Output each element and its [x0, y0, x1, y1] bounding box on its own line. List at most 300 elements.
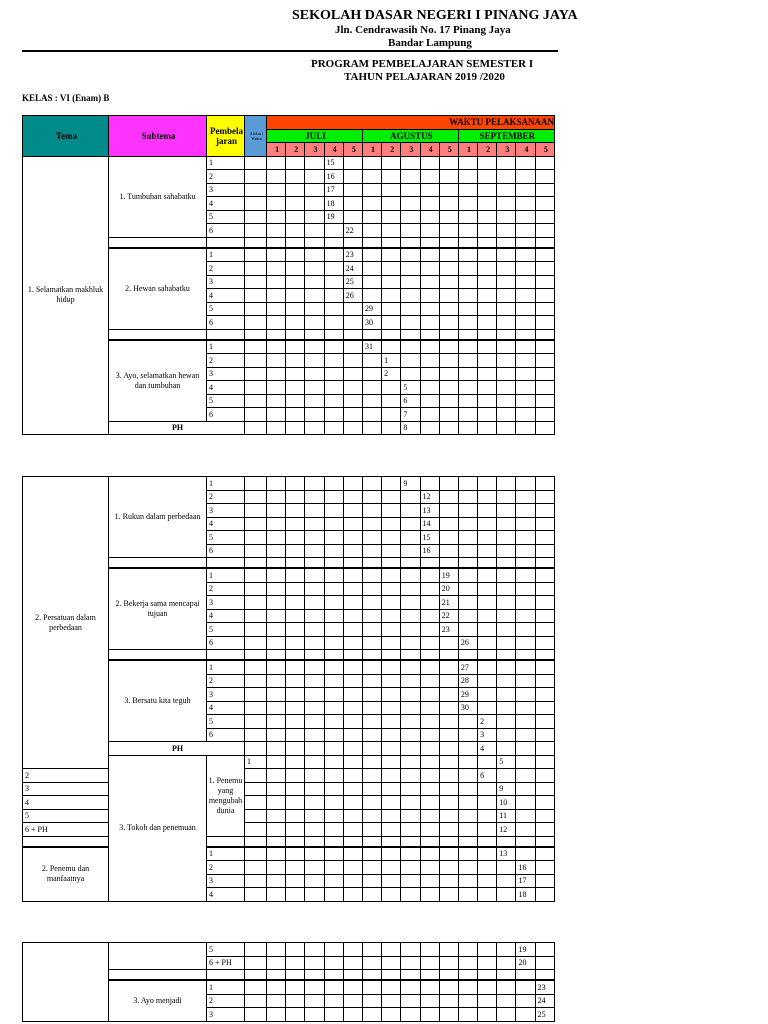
week-cell — [497, 490, 516, 504]
week-cell — [286, 275, 305, 289]
week-cell — [382, 660, 401, 674]
empty-cell — [478, 558, 497, 569]
pembelajaran-cell: 6 + PH — [23, 823, 109, 837]
week-cell — [343, 582, 362, 596]
week-cell — [497, 262, 516, 276]
week-cell — [324, 701, 343, 715]
week-cell: 31 — [362, 340, 381, 354]
header-subtema: Subtema — [109, 116, 207, 157]
week-cell — [305, 861, 324, 875]
week-cell — [458, 809, 477, 823]
week-cell — [305, 354, 324, 368]
week-cell — [516, 224, 535, 238]
week-cell: 12 — [420, 490, 439, 504]
week-cell — [286, 477, 305, 491]
week-cell — [439, 316, 458, 330]
week-cell — [286, 861, 305, 875]
alokasi-cell — [245, 289, 267, 303]
week-cell: 5 — [401, 381, 420, 395]
week-cell — [267, 262, 286, 276]
table-row — [23, 847, 555, 861]
week-cell — [362, 755, 381, 769]
week-cell — [478, 197, 497, 211]
week-cell — [458, 847, 477, 861]
week-cell — [286, 701, 305, 715]
week-cell — [401, 636, 420, 650]
week-cell — [439, 367, 458, 381]
week-cell — [286, 1008, 305, 1022]
week-cell — [382, 262, 401, 276]
week-cell — [286, 636, 305, 650]
week-cell — [324, 742, 343, 756]
empty-cell — [382, 650, 401, 661]
subtema-cell: 3. Bersatu kita teguh — [109, 660, 207, 742]
empty-cell — [343, 237, 362, 248]
week-cell — [324, 809, 343, 823]
week-cell — [535, 688, 554, 702]
empty-cell — [245, 329, 267, 340]
week-cell — [439, 490, 458, 504]
week-cell — [286, 354, 305, 368]
week-cell — [516, 609, 535, 623]
week-cell — [420, 197, 439, 211]
pembelajaran-cell: 6 — [207, 224, 245, 238]
empty-cell — [305, 237, 324, 248]
week-cell — [362, 715, 381, 729]
week-cell — [382, 531, 401, 545]
week-cell — [267, 477, 286, 491]
week-cell — [267, 170, 286, 184]
week-cell — [324, 943, 343, 957]
week-cell — [286, 782, 305, 796]
week-cell — [286, 183, 305, 197]
week-cell — [286, 728, 305, 742]
week-cell — [305, 674, 324, 688]
week-cell — [382, 636, 401, 650]
week-cell — [439, 956, 458, 970]
pembelajaran-cell: 4 — [207, 888, 245, 902]
week-cell — [324, 769, 343, 783]
week-cell — [286, 289, 305, 303]
week-cell — [267, 796, 286, 810]
week-cell — [516, 623, 535, 637]
week-cell — [362, 609, 381, 623]
month-header: AGUSTUS — [362, 129, 458, 143]
week-cell — [516, 755, 535, 769]
week-cell — [324, 980, 343, 994]
week-cell — [439, 728, 458, 742]
week-cell — [439, 170, 458, 184]
week-cell — [420, 248, 439, 262]
week-cell — [439, 796, 458, 810]
week-cell — [478, 956, 497, 970]
week-cell — [382, 701, 401, 715]
empty-cell — [362, 970, 381, 981]
week-cell — [401, 861, 420, 875]
week-cell: 18 — [324, 197, 343, 211]
week-cell — [420, 994, 439, 1008]
empty-cell — [305, 558, 324, 569]
week-cell — [497, 340, 516, 354]
week-cell: 9 — [497, 782, 516, 796]
week-cell — [362, 1008, 381, 1022]
pembelajaran-cell: 6 — [207, 636, 245, 650]
empty-cell — [267, 970, 286, 981]
week-cell — [439, 636, 458, 650]
week-cell — [343, 636, 362, 650]
alokasi-cell — [245, 490, 267, 504]
week-cell — [362, 381, 381, 395]
week-cell — [305, 302, 324, 316]
week-cell — [458, 504, 477, 518]
week-cell — [458, 980, 477, 994]
week-cell — [420, 477, 439, 491]
week-cell — [343, 861, 362, 875]
week-cell — [382, 609, 401, 623]
alokasi-cell — [245, 660, 267, 674]
week-cell — [286, 823, 305, 837]
pembelajaran-cell: 1 — [207, 248, 245, 262]
week-cell — [343, 156, 362, 170]
empty-cell — [458, 558, 477, 569]
week-cell: 20 — [516, 956, 535, 970]
week-cell — [305, 728, 324, 742]
week-cell — [420, 275, 439, 289]
week-cell — [305, 531, 324, 545]
week-cell — [382, 782, 401, 796]
empty-cell — [535, 558, 554, 569]
week-cell — [382, 742, 401, 756]
week-cell — [286, 544, 305, 558]
alokasi-cell — [245, 809, 267, 823]
week-cell: 16 — [516, 861, 535, 875]
empty-cell — [324, 237, 343, 248]
week-cell — [420, 156, 439, 170]
week-cell — [516, 248, 535, 262]
empty-cell — [245, 836, 267, 847]
week-cell — [420, 636, 439, 650]
empty-cell — [420, 836, 439, 847]
empty-cell — [343, 329, 362, 340]
week-cell — [343, 517, 362, 531]
week-cell — [286, 888, 305, 902]
week-cell — [343, 874, 362, 888]
week-cell — [362, 504, 381, 518]
week-cell — [516, 994, 535, 1008]
week-cell — [420, 582, 439, 596]
week-cell — [382, 381, 401, 395]
empty-cell — [401, 650, 420, 661]
week-cell — [305, 660, 324, 674]
week-cell — [382, 477, 401, 491]
week-cell — [497, 477, 516, 491]
week-cell — [286, 715, 305, 729]
empty-cell — [497, 237, 516, 248]
week-cell — [305, 596, 324, 610]
week-cell — [267, 517, 286, 531]
empty-cell — [439, 558, 458, 569]
week-cell — [535, 275, 554, 289]
week-cell — [478, 490, 497, 504]
week-cell — [420, 943, 439, 957]
week-cell — [382, 248, 401, 262]
week-cell — [286, 874, 305, 888]
week-cell — [401, 197, 420, 211]
empty-cell — [207, 650, 245, 661]
week-cell — [535, 421, 554, 435]
week-cell — [382, 1008, 401, 1022]
week-cell — [516, 847, 535, 861]
empty-cell — [401, 558, 420, 569]
empty-cell — [420, 558, 439, 569]
week-header: 2 — [382, 143, 401, 157]
week-cell — [286, 170, 305, 184]
alokasi-cell — [245, 582, 267, 596]
week-cell — [458, 210, 477, 224]
week-cell — [401, 623, 420, 637]
week-cell — [305, 1008, 324, 1022]
week-cell — [362, 582, 381, 596]
pembelajaran-cell: 3 — [23, 782, 109, 796]
week-cell — [535, 956, 554, 970]
week-cell — [420, 354, 439, 368]
pembelajaran-cell: 3 — [207, 874, 245, 888]
week-cell — [343, 394, 362, 408]
week-cell — [497, 943, 516, 957]
week-cell — [382, 796, 401, 810]
week-cell — [439, 248, 458, 262]
week-cell — [324, 636, 343, 650]
empty-cell — [343, 836, 362, 847]
week-cell — [478, 809, 497, 823]
pembelajaran-cell: 4 — [207, 197, 245, 211]
week-cell — [516, 701, 535, 715]
week-cell: 27 — [458, 660, 477, 674]
week-cell — [401, 170, 420, 184]
week-cell — [324, 408, 343, 422]
week-cell — [420, 623, 439, 637]
week-cell — [439, 156, 458, 170]
week-cell: 2 — [382, 367, 401, 381]
week-cell — [401, 183, 420, 197]
week-cell — [305, 504, 324, 518]
week-cell — [343, 568, 362, 582]
week-cell — [362, 421, 381, 435]
week-cell — [305, 197, 324, 211]
alokasi-cell — [245, 742, 267, 756]
week-cell — [286, 994, 305, 1008]
week-cell — [516, 531, 535, 545]
week-cell — [343, 477, 362, 491]
alokasi-cell — [245, 888, 267, 902]
week-cell — [343, 381, 362, 395]
week-cell — [535, 888, 554, 902]
week-cell: 10 — [497, 796, 516, 810]
week-cell — [497, 531, 516, 545]
schedule-table — [22, 942, 555, 1022]
week-cell — [478, 340, 497, 354]
week-cell — [382, 394, 401, 408]
empty-cell — [267, 329, 286, 340]
week-cell — [401, 874, 420, 888]
pembelajaran-cell: 1 — [207, 980, 245, 994]
week-cell — [458, 381, 477, 395]
week-cell: 7 — [401, 408, 420, 422]
week-cell — [305, 636, 324, 650]
week-cell — [535, 823, 554, 837]
week-cell — [401, 688, 420, 702]
week-cell — [401, 782, 420, 796]
week-cell — [516, 823, 535, 837]
alokasi-cell — [245, 248, 267, 262]
week-cell — [286, 302, 305, 316]
empty-cell — [382, 558, 401, 569]
week-cell — [478, 421, 497, 435]
week-cell — [305, 381, 324, 395]
week-cell — [478, 994, 497, 1008]
week-cell — [535, 289, 554, 303]
week-cell — [286, 381, 305, 395]
week-cell — [305, 289, 324, 303]
week-cell — [362, 517, 381, 531]
alokasi-cell — [245, 302, 267, 316]
alokasi-cell — [245, 568, 267, 582]
week-cell — [343, 796, 362, 810]
week-cell — [516, 809, 535, 823]
alokasi-cell — [245, 224, 267, 238]
week-cell — [439, 408, 458, 422]
week-cell — [362, 477, 381, 491]
week-cell: 17 — [516, 874, 535, 888]
week-cell — [362, 224, 381, 238]
week-cell — [439, 183, 458, 197]
week-cell — [382, 943, 401, 957]
week-cell — [535, 943, 554, 957]
week-cell — [478, 354, 497, 368]
week-cell: 2 — [478, 715, 497, 729]
week-cell — [267, 394, 286, 408]
week-cell — [458, 316, 477, 330]
empty-cell — [535, 650, 554, 661]
week-header: 4 — [420, 143, 439, 157]
empty-cell — [420, 970, 439, 981]
header-tema: Tema — [23, 116, 109, 157]
week-cell: 9 — [401, 477, 420, 491]
week-cell — [343, 715, 362, 729]
week-cell — [343, 367, 362, 381]
week-cell — [286, 316, 305, 330]
alokasi-cell — [245, 367, 267, 381]
week-cell — [478, 408, 497, 422]
week-cell — [267, 609, 286, 623]
alokasi-cell — [245, 170, 267, 184]
empty-cell — [458, 329, 477, 340]
alokasi-cell — [245, 943, 267, 957]
week-cell: 23 — [343, 248, 362, 262]
week-cell — [305, 248, 324, 262]
week-cell — [267, 782, 286, 796]
week-cell — [324, 609, 343, 623]
week-cell — [324, 394, 343, 408]
week-cell — [305, 490, 324, 504]
week-cell — [458, 421, 477, 435]
week-cell — [343, 421, 362, 435]
week-cell — [458, 183, 477, 197]
week-cell — [401, 769, 420, 783]
week-cell — [305, 956, 324, 970]
week-cell — [478, 517, 497, 531]
alokasi-cell — [245, 847, 267, 861]
week-cell — [267, 980, 286, 994]
week-cell — [401, 609, 420, 623]
week-cell — [286, 421, 305, 435]
week-cell: 25 — [535, 1008, 554, 1022]
empty-cell — [324, 558, 343, 569]
pembelajaran-cell: 4 — [207, 289, 245, 303]
empty-cell — [458, 650, 477, 661]
week-cell — [439, 504, 458, 518]
alokasi-cell — [245, 210, 267, 224]
week-cell — [497, 596, 516, 610]
pembelajaran-cell: 5 — [207, 943, 245, 957]
week-cell — [382, 210, 401, 224]
week-cell — [497, 170, 516, 184]
week-cell — [478, 847, 497, 861]
week-cell — [382, 582, 401, 596]
week-cell — [286, 582, 305, 596]
week-cell — [439, 224, 458, 238]
pembelajaran-cell: 3 — [207, 275, 245, 289]
week-cell — [516, 381, 535, 395]
week-cell — [305, 394, 324, 408]
week-cell — [286, 531, 305, 545]
week-cell — [478, 210, 497, 224]
week-cell — [478, 504, 497, 518]
week-header: 5 — [439, 143, 458, 157]
alokasi-cell — [245, 316, 267, 330]
week-cell — [382, 728, 401, 742]
week-cell — [267, 302, 286, 316]
week-cell — [343, 623, 362, 637]
week-cell — [535, 568, 554, 582]
week-cell — [343, 943, 362, 957]
week-cell — [439, 210, 458, 224]
empty-cell — [516, 558, 535, 569]
empty-cell — [401, 237, 420, 248]
week-cell — [439, 823, 458, 837]
table-row — [23, 796, 555, 810]
week-cell — [478, 609, 497, 623]
empty-cell — [420, 650, 439, 661]
empty-cell — [535, 237, 554, 248]
week-cell — [478, 782, 497, 796]
week-cell — [497, 275, 516, 289]
week-cell: 29 — [362, 302, 381, 316]
empty-cell — [420, 329, 439, 340]
week-cell — [324, 888, 343, 902]
week-cell — [401, 354, 420, 368]
week-cell — [516, 210, 535, 224]
week-cell — [305, 544, 324, 558]
empty-cell — [516, 329, 535, 340]
week-cell — [401, 517, 420, 531]
pembelajaran-cell: 4 — [23, 796, 109, 810]
week-cell — [535, 609, 554, 623]
week-cell — [382, 596, 401, 610]
week-cell — [401, 847, 420, 861]
week-cell — [420, 394, 439, 408]
week-cell — [382, 888, 401, 902]
